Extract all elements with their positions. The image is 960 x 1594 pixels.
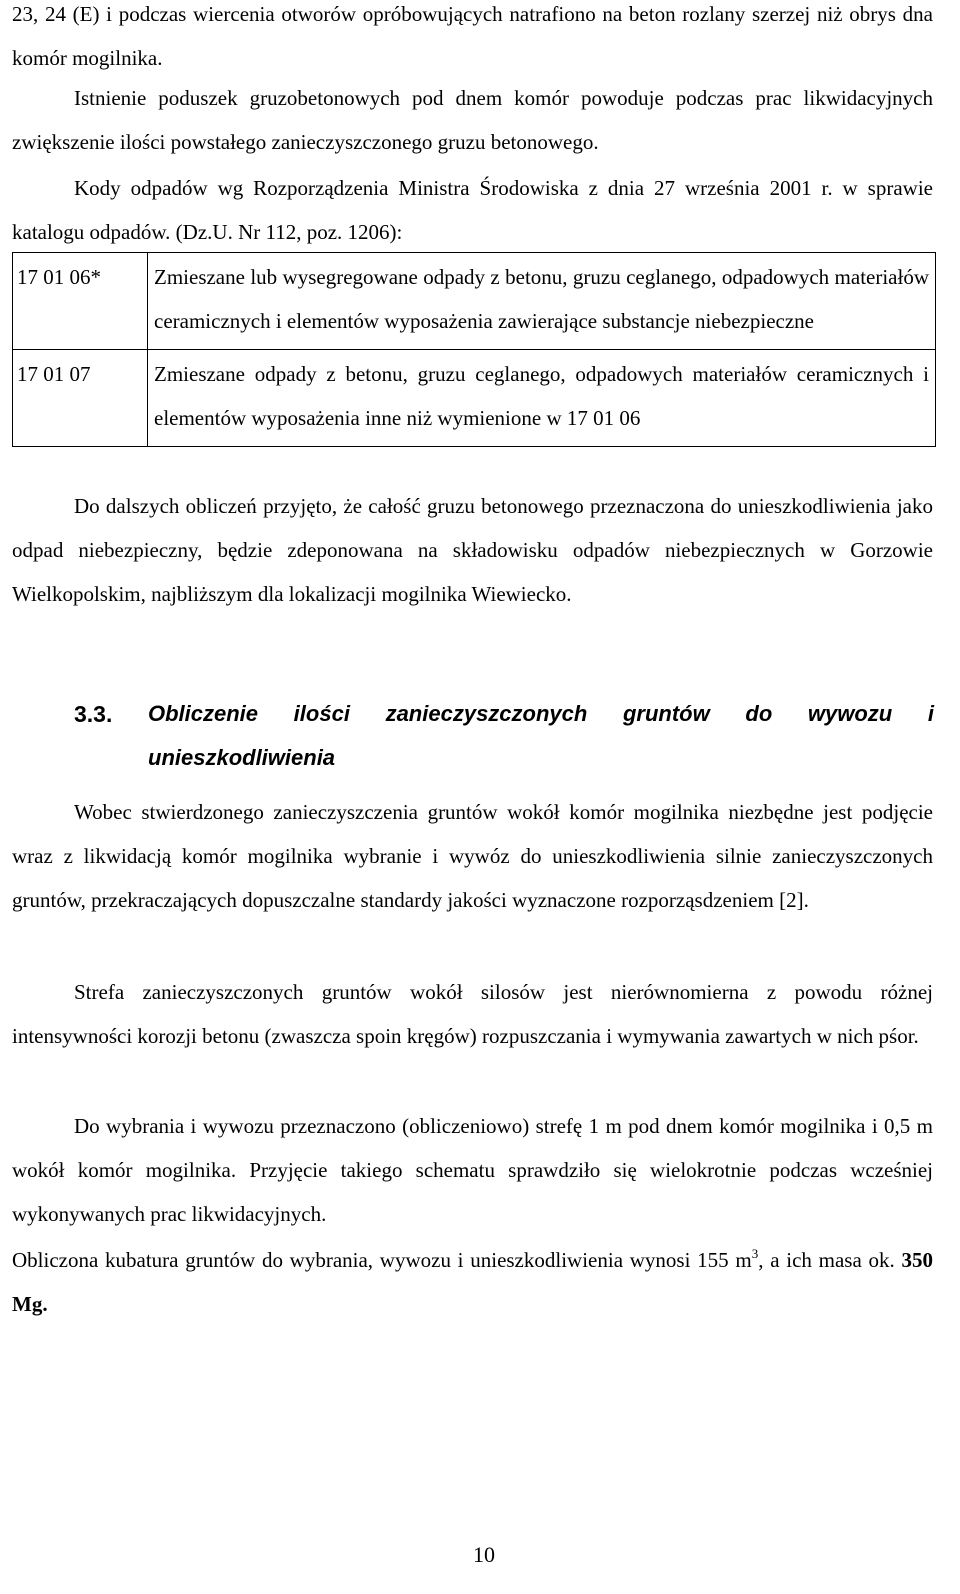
volume-text: Obliczona kubatura gruntów do wybrania, wywozu i unieszkodliwienia wynosi 155 m <box>12 1248 752 1272</box>
waste-codes-table <box>12 252 936 447</box>
paragraph-disposal-site: Do dalszych obliczeń przyjęto, że całość gruzu betonowego przeznaczona do unieszkodliwienia jako odpad niebezpieczny, będzie zdeponowana na składowisku odpadów niebezpiecznych w Gorzowie Wielkopolskim, najbliższym dla lokalizacji mogilnika Wiewiecko. <box>12 494 933 606</box>
waste-description-cell: Zmieszane lub wysegregowane odpady z betonu, gruzu ceglanego, odpadowych materiałów ceramicznych i elementów wyposażenia zawierające substancje niebezpieczne <box>148 253 936 350</box>
paragraph-volume-result <box>12 1238 933 1326</box>
paragraph-concrete-cushions: Istnienie poduszek gruzobetonowych pod dnem komór powoduje podczas prac likwidacyjnych zwiększenie ilości powstałego zanieczyszczonego gruzu betonowego. <box>12 86 933 154</box>
paragraph-soil-contamination: Wobec stwierdzonego zanieczyszczenia gruntów wokół komór mogilnika niezbędne jest podjęcie wraz z likwidacją komór mogilnika wybranie i wywóz do unieszkodliwienia silnie zanieczyszczonych gruntów, przekraczających dopuszczalne standardy jakości wyznaczone rozporząsdzeniem [2]. <box>12 800 933 912</box>
section-number: 3.3. <box>74 701 113 727</box>
paragraph-concrete-spill: 23, 24 (E) i podczas wiercenia otworów opróbowujących natrafiono na beton rozlany szerzej niż obrys dna komór mogilnika. <box>12 2 933 70</box>
table-row <box>13 350 936 447</box>
waste-code-cell: 17 01 06* <box>13 253 148 350</box>
paragraph-contamination-zone: Strefa zanieczyszczonych gruntów wokół silosów jest nierównomierna z powodu różnej intensywności korozji betonu (zwaszcza spoin kręgów) rozpuszczania i wymywania zawartych w nich pśor. <box>12 980 933 1048</box>
waste-code-cell: 17 01 07 <box>13 350 148 447</box>
volume-unit-exponent: 3 <box>751 1246 759 1261</box>
waste-description-cell: Zmieszane odpady z betonu, gruzu ceglanego, odpadowych materiałów ceramicznych i elementów wyposażenia inne niż wymienione w 17 01 06 <box>148 350 936 447</box>
paragraph-excavation-zone: Do wybrania i wywozu przeznaczono (obliczeniowo) strefę 1 m pod dnem komór mogilnika i 0,5 m wokół komór mogilnika. Przyjęcie takiego schematu sprawdziło się wielokrotnie podczas wcześniej wykonywanych prac likwidacyjnych. <box>12 1114 933 1226</box>
table-row <box>13 253 936 350</box>
mass-value: 350 Mg. <box>12 1248 934 1316</box>
section-title: Obliczenie ilości zanieczyszczonych gruntów do wywozu i unieszkodliwienia <box>148 701 934 770</box>
paragraph-waste-codes-intro: Kody odpadów wg Rozporządzenia Ministra Środowiska z dnia 27 września 2001 r. w sprawie katalogu odpadów. (Dz.U. Nr 112, poz. 1206): <box>12 176 933 244</box>
page-number: 10 <box>473 1542 495 1567</box>
mass-text: , a ich masa ok. <box>758 1248 902 1272</box>
